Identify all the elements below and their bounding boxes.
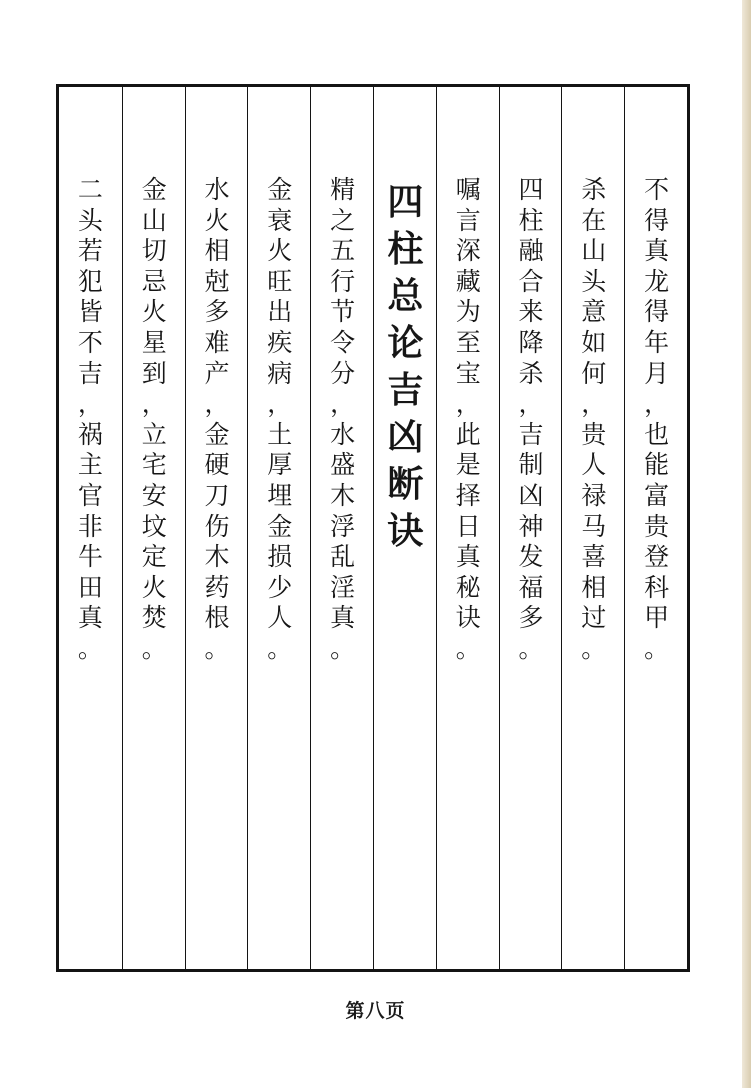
column-text: 四 柱 融 合 来 降 杀 ， 吉 制 凶 神 发 福 多 。 — [518, 175, 544, 663]
column-text: 嘱 言 深 藏 为 至 宝 ， 此 是 择 日 真 秘 诀 。 — [455, 175, 481, 663]
column-text: 精 之 五 行 节 令 分 ， 水 盛 木 浮 乱 淫 真 。 — [330, 175, 356, 663]
column-4 — [436, 87, 499, 969]
vertical-columns — [59, 87, 687, 969]
column-text: 水 火 相 尅 多 难 产 ， 金 硬 刀 伤 木 药 根 。 — [204, 175, 230, 663]
column-9 — [122, 87, 185, 969]
column-text: 金 山 切 忌 火 星 到 ， 立 宅 安 坟 定 火 焚 。 — [141, 175, 167, 663]
column-8 — [185, 87, 248, 969]
column-3 — [499, 87, 562, 969]
column-10 — [59, 87, 122, 969]
column-text: 二 头 若 犯 皆 不 吉 ， 祸 主 官 非 牛 田 真 。 — [77, 175, 103, 663]
column-6 — [310, 87, 373, 969]
page-number: 第八页 — [345, 1000, 406, 1022]
text-frame — [56, 84, 690, 972]
section-heading: 四 柱 总 论 吉 凶 断 诀 — [387, 181, 424, 552]
column-1 — [624, 87, 687, 969]
column-2 — [561, 87, 624, 969]
section-heading-column — [373, 87, 436, 969]
page-edge-shadow — [742, 0, 751, 1088]
column-text: 金 衰 火 旺 出 疾 病 ， 土 厚 埋 金 损 少 人 。 — [267, 175, 293, 663]
column-7 — [247, 87, 310, 969]
column-text: 杀 在 山 头 意 如 何 ， 贵 人 禄 马 喜 相 过 。 — [581, 175, 607, 663]
column-text: 不 得 真 龙 得 年 月 ， 也 能 富 贵 登 科 甲 。 — [644, 175, 670, 663]
